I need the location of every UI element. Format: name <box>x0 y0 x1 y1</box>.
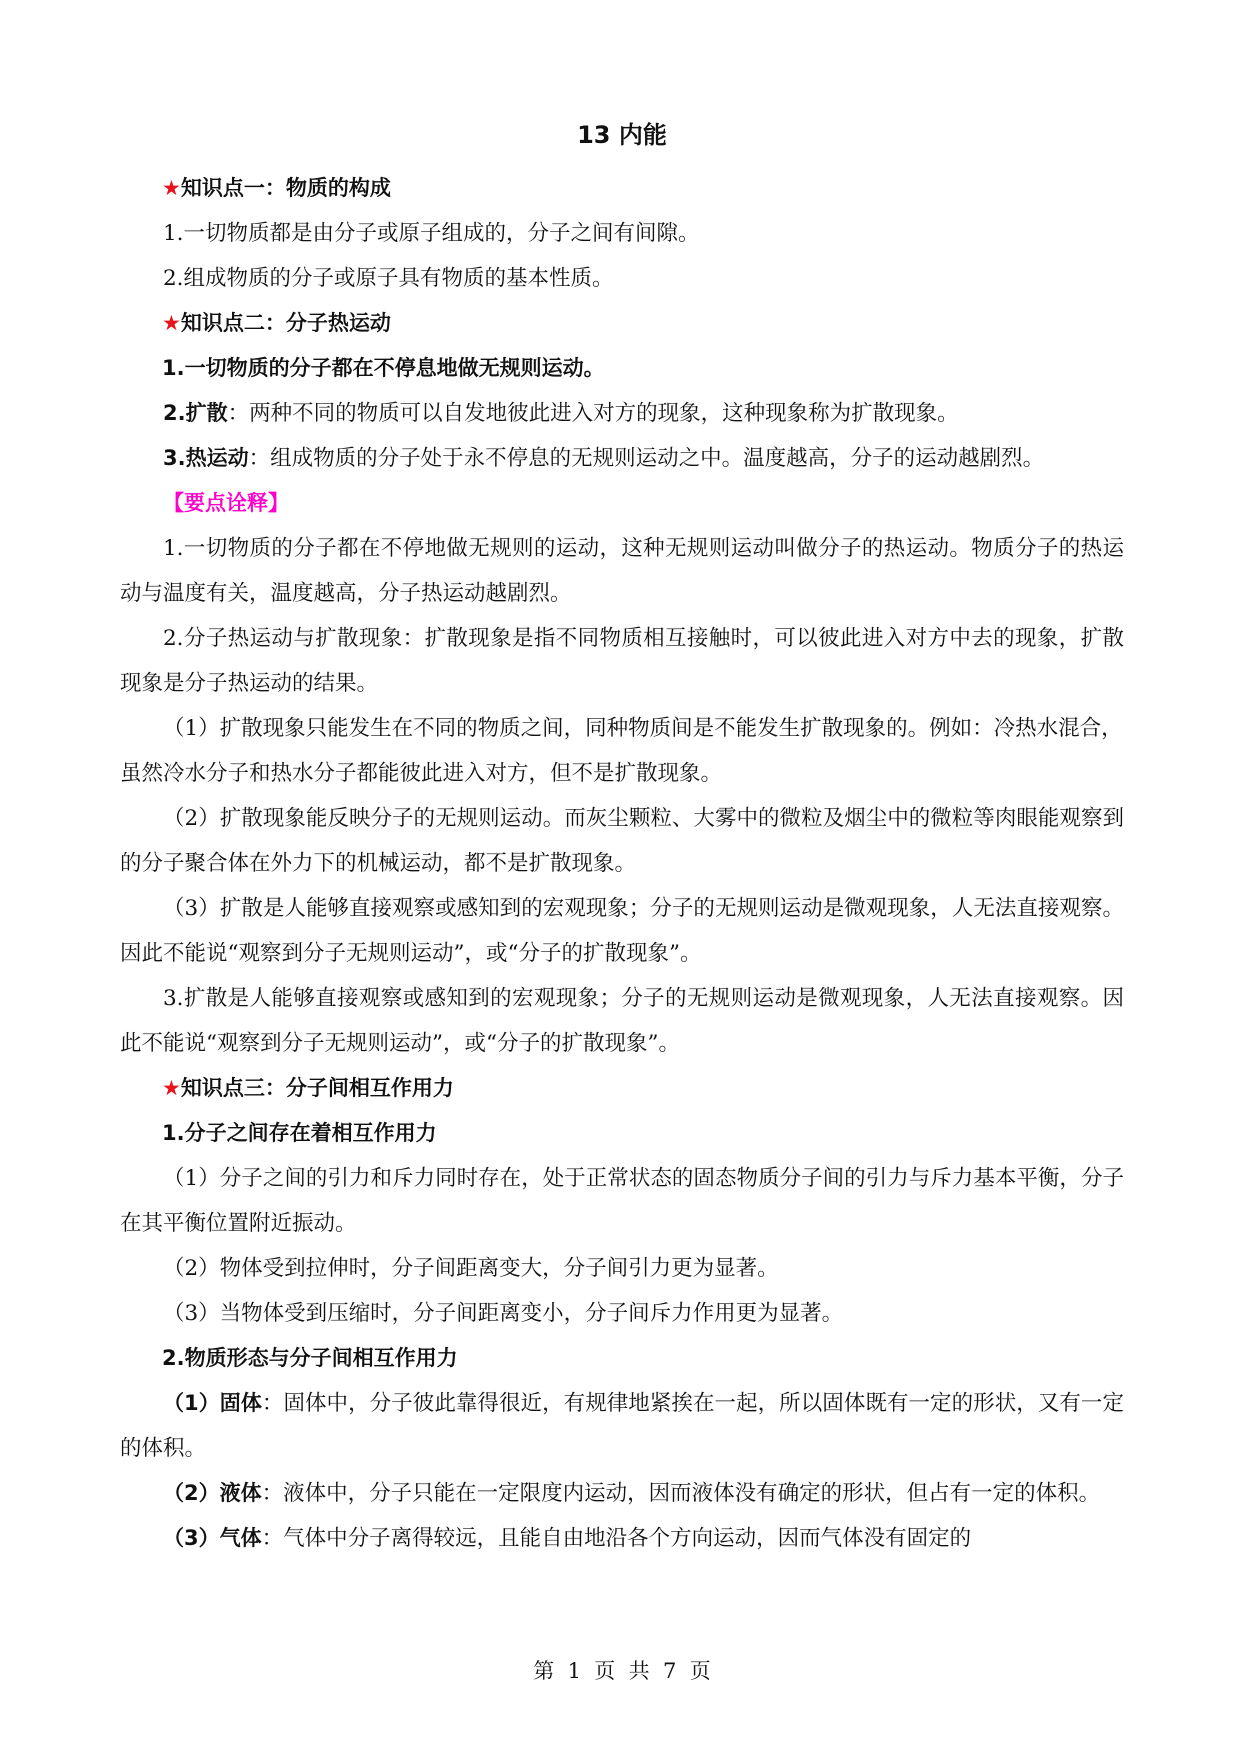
liquid-label: （2）液体 <box>163 1481 262 1505</box>
heading-kp1 <box>120 166 1124 211</box>
kp1-paragraph-2: 2.组成物质的分子或原子具有物质的基本性质。 <box>163 266 614 291</box>
heading-kp2 <box>120 301 1124 346</box>
kp3-subheading-2: 2.物质形态与分子间相互作用力 <box>162 1346 458 1370</box>
kp3-s1b: （2）物体受到拉伸时，分子间距离变大，分子间引力更为显著。 <box>163 1256 779 1281</box>
note-2a: （1）扩散现象只能发生在不同的物质之间，同种物质间是不能发生扩散现象的。例如：冷热水混合，虽然冷水分子和热水分子都能彼此进入对方，但不是扩散现象。 <box>120 716 1123 786</box>
page-footer: 第 1 页 共 7 页 <box>533 1659 711 1683</box>
kp2-p2-label: 2.扩散 <box>163 401 228 425</box>
kp2-paragraph-1: 1.一切物质的分子都在不停息地做无规则运动。 <box>162 356 605 380</box>
kp3-solid <box>120 1381 1124 1471</box>
gas-text: ：气体中分子离得较远，且能自由地沿各个方向运动，因而气体没有固定的 <box>261 1526 972 1551</box>
solid-text: ：固体中，分子彼此靠得很近，有规律地紧挨在一起，所以固体既有一定的形状，又有一定的体积。 <box>120 1391 1124 1461</box>
kp3-liquid <box>120 1471 1124 1516</box>
star-icon: ★ <box>162 1076 181 1100</box>
notes-label-line <box>120 481 1124 526</box>
heading-kp1-text: 知识点一：物质的构成 <box>180 176 391 200</box>
document-body <box>120 166 1124 1561</box>
kp2-p3-label: 3.热运动 <box>163 446 249 470</box>
star-icon: ★ <box>162 176 181 200</box>
note-3: 3.扩散是人能够直接观察或感知到的宏观现象；分子的无规则运动是微观现象，人无法直接观察。因此不能说“观察到分子无规则运动”，或“分子的扩散现象”。 <box>120 986 1124 1056</box>
note-2b: （2）扩散现象能反映分子的无规则运动。而灰尘颗粒、大雾中的微粒及烟尘中的微粒等肉眼能观察到的分子聚合体在外力下的机械运动，都不是扩散现象。 <box>120 806 1124 876</box>
document-page <box>120 0 1124 1754</box>
heading-kp2-text: 知识点二：分子热运动 <box>180 311 391 335</box>
heading-kp3-text: 知识点三：分子间相互作用力 <box>180 1076 454 1100</box>
kp3-s1a: （1）分子之间的引力和斥力同时存在，处于正常状态的固态物质分子间的引力与斥力基本平衡，分子在其平衡位置附近振动。 <box>120 1166 1124 1236</box>
kp3-s1c: （3）当物体受到压缩时，分子间距离变小，分子间斥力作用更为显著。 <box>163 1301 844 1326</box>
kp3-subheading-1: 1.分子之间存在着相互作用力 <box>162 1121 437 1145</box>
kp2-paragraph-3 <box>120 436 1124 481</box>
gas-label: （3）气体 <box>163 1526 262 1550</box>
solid-label: （1）固体 <box>163 1391 262 1415</box>
kp2-paragraph-2 <box>120 391 1124 436</box>
kp3-gas <box>120 1516 1124 1561</box>
kp2-p3-text: ：组成物质的分子处于永不停息的无规则运动之中。温度越高，分子的运动越剧烈。 <box>248 446 1045 471</box>
page-title: 13 内能 <box>577 121 667 149</box>
heading-kp3 <box>120 1066 1124 1111</box>
note-2: 2.分子热运动与扩散现象：扩散现象是指不同物质相互接触时，可以彼此进入对方中去的现象，扩散现象是分子热运动的结果。 <box>120 626 1124 696</box>
star-icon: ★ <box>162 311 181 335</box>
liquid-text: ：液体中，分子只能在一定限度内运动，因而液体没有确定的形状，但占有一定的体积。 <box>261 1481 1101 1506</box>
notes-label: 【要点诠释】 <box>163 491 289 515</box>
kp2-p2-text: ：两种不同的物质可以自发地彼此进入对方的现象，这种现象称为扩散现象。 <box>227 401 959 426</box>
note-1: 1.一切物质的分子都在不停地做无规则的运动，这种无规则运动叫做分子的热运动。物质分子的热运动与温度有关，温度越高，分子热运动越剧烈。 <box>120 536 1124 606</box>
note-2c: （3）扩散是人能够直接观察或感知到的宏观现象；分子的无规则运动是微观现象，人无法直接观察。因此不能说“观察到分子无规则运动”，或“分子的扩散现象”。 <box>120 896 1124 966</box>
kp1-paragraph-1: 1.一切物质都是由分子或原子组成的，分子之间有间隙。 <box>163 221 700 246</box>
